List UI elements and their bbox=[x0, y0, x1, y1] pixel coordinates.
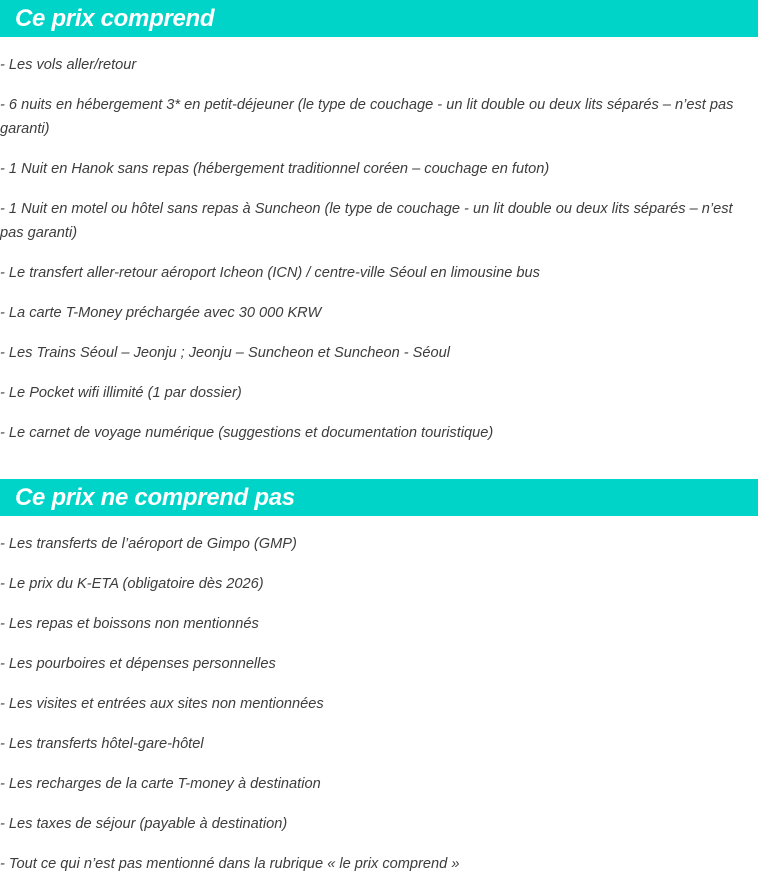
excluded-item: - Les transferts hôtel-gare-hôtel bbox=[0, 736, 204, 752]
excluded-header bbox=[0, 479, 758, 516]
included-item: - 1 Nuit en motel ou hôtel sans repas à Suncheon (le type de couchage - un lit double ou deux lits séparés – n’est pas garanti) bbox=[0, 201, 733, 241]
excluded-item: - Les taxes de séjour (payable à destination) bbox=[0, 816, 288, 832]
excluded-item: - Les transferts de l’aéroport de Gimpo (GMP) bbox=[0, 536, 297, 552]
included-title: Ce prix comprend bbox=[15, 4, 215, 32]
included-item: - Les vols aller/retour bbox=[0, 57, 137, 73]
included-item: - Le Pocket wifi illimité (1 par dossier) bbox=[0, 385, 242, 401]
excluded-item: - Tout ce qui n’est pas mentionné dans la rubrique « le prix comprend » bbox=[0, 856, 460, 872]
excluded-item: - Les visites et entrées aux sites non mentionnées bbox=[0, 696, 324, 712]
included-list bbox=[0, 37, 758, 445]
excluded-item: - Les pourboires et dépenses personnelles bbox=[0, 656, 276, 672]
excluded-title: Ce prix ne comprend pas bbox=[15, 483, 295, 511]
included-item: - Le transfert aller-retour aéroport Icheon (ICN) / centre-ville Séoul en limousine bus bbox=[0, 265, 540, 281]
excluded-section bbox=[0, 479, 758, 876]
included-item: - Le carnet de voyage numérique (suggestions et documentation touristique) bbox=[0, 425, 494, 441]
included-item: - La carte T-Money préchargée avec 30 000 KRW bbox=[0, 305, 322, 321]
excluded-item: - Les repas et boissons non mentionnés bbox=[0, 616, 259, 632]
included-item: - 1 Nuit en Hanok sans repas (hébergement traditionnel coréen – couchage en futon) bbox=[0, 161, 550, 177]
included-header bbox=[0, 0, 758, 37]
excluded-list bbox=[0, 516, 758, 876]
excluded-item: - Les recharges de la carte T-money à destination bbox=[0, 776, 321, 792]
included-item: - 6 nuits en hébergement 3* en petit-déjeuner (le type de couchage - un lit double ou deux lits séparés – n’est pas garanti) bbox=[0, 97, 734, 137]
included-item: - Les Trains Séoul – Jeonju ; Jeonju – Suncheon et Suncheon - Séoul bbox=[0, 345, 450, 361]
excluded-item: - Le prix du K-ETA (obligatoire dès 2026) bbox=[0, 576, 264, 592]
